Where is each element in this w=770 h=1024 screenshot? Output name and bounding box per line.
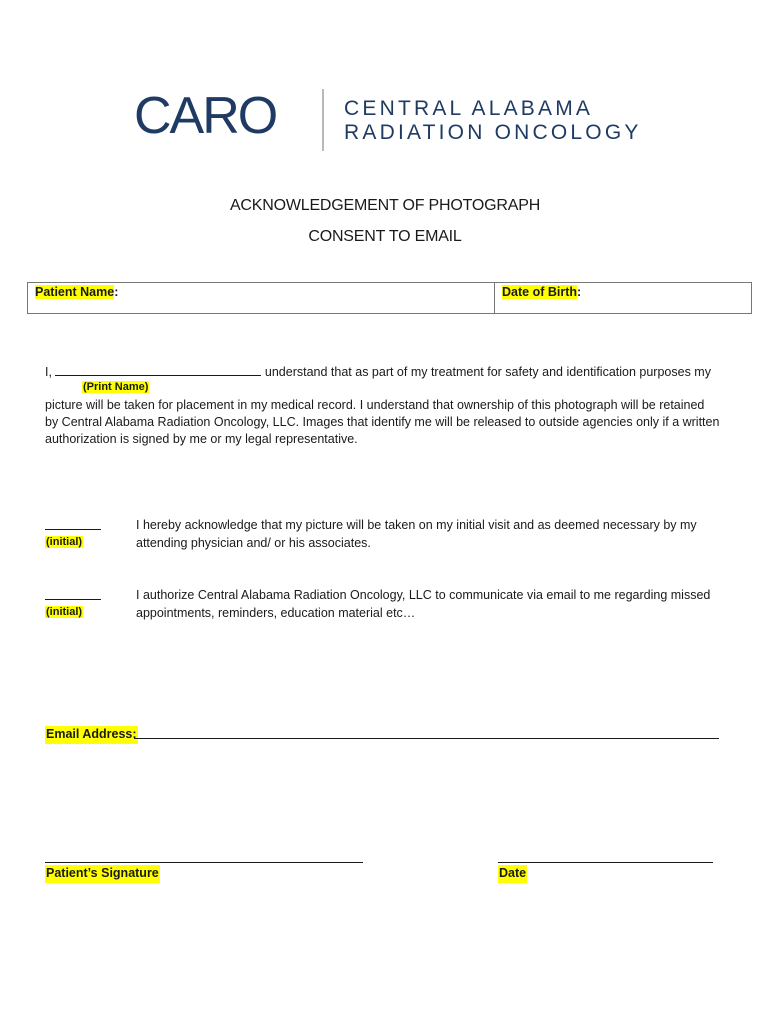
patient-name-field[interactable]: [28, 283, 495, 313]
initial-label-2: (initial): [46, 606, 83, 618]
date-of-birth-colon: :: [577, 285, 582, 299]
consent-paragraph-line2: picture will be taken for placement in my medical record. I understand that ownership of this photograph will be retained: [45, 398, 705, 412]
document-title: ACKNOWLEDGEMENT OF PHOTOGRAPH: [229, 197, 541, 214]
logo-mark: CARO: [134, 87, 277, 145]
photo-ack-line1: I hereby acknowledge that my picture will be taken on my initial visit and as deemed necessary by my: [136, 518, 697, 532]
initial-label-1: (initial): [46, 536, 83, 548]
patient-name-label: Patient Name: [35, 285, 115, 299]
email-consent-line2: appointments, reminders, education material etc…: [136, 606, 416, 620]
initial-blank-2[interactable]: [45, 599, 101, 600]
email-address-label: Email Address:: [45, 726, 138, 744]
logo-text-line2: RADIATION ONCOLOGY: [344, 121, 642, 144]
consent-paragraph-line3: by Central Alabama Radiation Oncology, LLC. Images that identify me will be released to outside agencies only if a written: [45, 415, 720, 429]
document-subtitle: CONSENT TO EMAIL: [308, 228, 462, 245]
paragraph-line1-suffix: understand that as part of my treatment for safety and identification purposes my: [261, 365, 711, 379]
logo-text-line1: CENTRAL ALABAMA: [344, 97, 594, 120]
print-name-blank[interactable]: [55, 364, 261, 376]
initial-blank-1[interactable]: [45, 529, 101, 530]
patient-name-colon: :: [114, 285, 119, 299]
paragraph-prefix: I,: [45, 365, 56, 379]
email-address-blank[interactable]: [134, 738, 719, 739]
print-name-label: (Print Name): [83, 381, 149, 393]
photo-ack-line2: attending physician and/ or his associates.: [136, 536, 371, 550]
logo-divider: [322, 89, 324, 151]
patient-signature-blank[interactable]: [45, 862, 363, 863]
date-of-birth-label: Date of Birth: [502, 285, 577, 299]
patient-info-table: [27, 282, 752, 314]
date-blank[interactable]: [498, 862, 713, 863]
consent-paragraph-line1: [45, 364, 711, 382]
email-consent-line1: I authorize Central Alabama Radiation Oncology, LLC to communicate via email to me regarding missed: [136, 588, 711, 602]
consent-paragraph-line4: authorization is signed by me or my legal representative.: [45, 432, 358, 446]
date-label: Date: [498, 865, 527, 883]
patient-signature-label: Patient’s Signature: [45, 865, 160, 883]
date-of-birth-field[interactable]: [495, 283, 751, 313]
